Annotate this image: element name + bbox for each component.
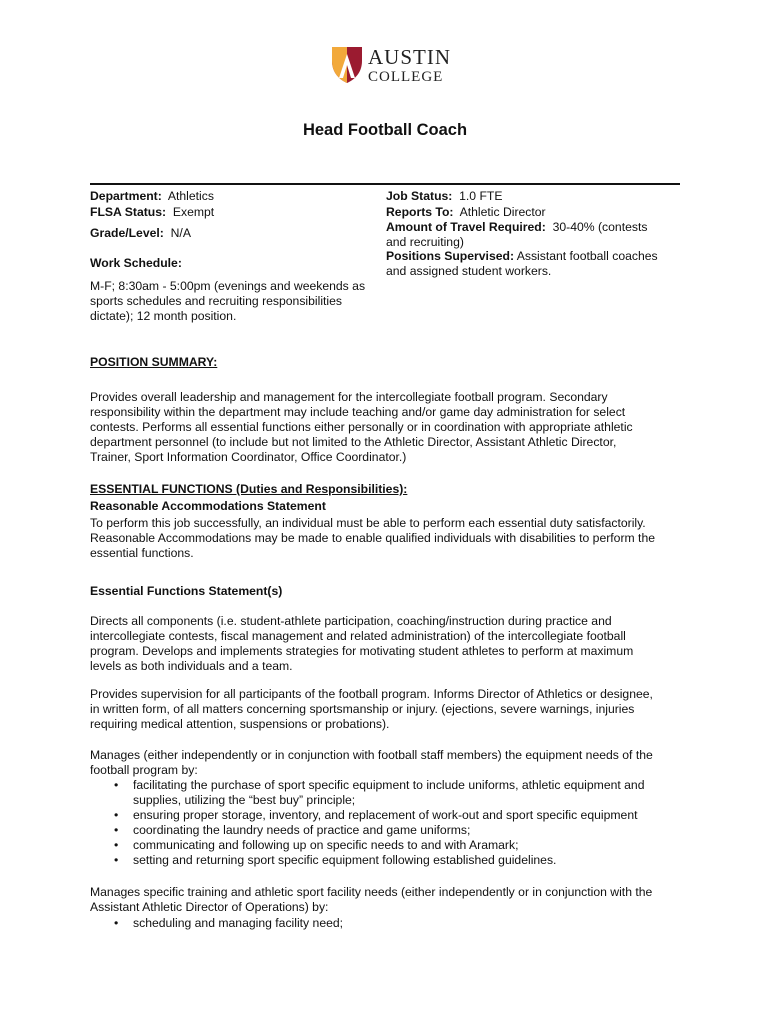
positions-value: Assistant football coaches: [516, 249, 658, 263]
paragraph-facility: [90, 885, 652, 915]
grade-value: N/A: [170, 226, 191, 240]
reports-to-row: [386, 205, 546, 220]
logo-line-college: COLLEGE: [368, 69, 444, 85]
job-status-value: 1.0 FTE: [459, 189, 503, 203]
paragraph-line: intercollegiate contests, fiscal management and related administration) of the intercollegiate football: [90, 629, 626, 643]
accommodations-text: [90, 516, 655, 561]
accommodations-line: Reasonable Accommodations may be made to enable qualified individuals with disabilities to perform the: [90, 531, 656, 545]
paragraph-line: football program by:: [90, 763, 198, 777]
paragraph-equipment: [90, 748, 653, 778]
positions-label: Positions Supervised:: [386, 249, 514, 263]
department-value: Athletics: [167, 189, 214, 203]
list-item: [114, 778, 645, 808]
functions-statement-heading: Essential Functions Statement(s): [90, 584, 283, 598]
position-summary-text: [90, 390, 633, 465]
list-item: • communicating and following up on specific needs to and with Aramark;: [114, 838, 645, 853]
facility-bullet-list: [114, 916, 343, 931]
travel-row: [386, 220, 647, 235]
flsa-value: Exempt: [172, 205, 215, 219]
austin-college-logo: [330, 43, 460, 88]
paragraph-line: Directs all components (i.e. student-athlete participation, coaching/instruction during practice and: [90, 614, 612, 628]
paragraph-line: in written form, of all matters concerning sportsmanship or injury. (ejections, severe warnings, injuries: [90, 702, 635, 716]
list-item: • scheduling and managing facility need;: [114, 916, 343, 931]
job-status-row: [386, 189, 503, 204]
schedule-line: sports schedules and recruiting responsibilities: [90, 294, 343, 308]
austin-college-shield-icon: [330, 45, 364, 85]
accommodations-heading: Reasonable Accommodations Statement: [90, 499, 326, 513]
job-status-label: Job Status:: [386, 189, 453, 203]
travel-value: 30-40% (contests: [552, 220, 648, 234]
department-label: Department:: [90, 189, 162, 203]
grade-label: Grade/Level:: [90, 226, 164, 240]
reports-to-label: Reports To:: [386, 205, 454, 219]
paragraph-line: levels as both individuals and a team.: [90, 659, 293, 673]
travel-value-cont: and recruiting): [386, 235, 464, 249]
accommodations-line: essential functions.: [90, 546, 194, 560]
flsa-row: [90, 205, 214, 220]
list-item-text: supplies, utilizing the “best buy” principle;: [133, 793, 356, 807]
summary-line: contests. Performs all essential functions either personally or in coordination with appropriate athletic: [90, 420, 633, 434]
paragraph-directs: [90, 614, 633, 674]
equipment-bullet-list: [114, 778, 645, 868]
schedule-label: Work Schedule:: [90, 256, 182, 270]
list-item-text: facilitating the purchase of sport specific equipment to include uniforms, athletic equipment and: [133, 778, 645, 792]
schedule-text: [90, 279, 365, 324]
schedule-line: M-F; 8:30am - 5:00pm (evenings and weekends as: [90, 279, 366, 293]
header-divider: [90, 183, 680, 185]
page-title: Head Football Coach: [302, 121, 468, 139]
summary-line: Provides overall leadership and management for the intercollegiate football program. Secondary: [90, 390, 608, 404]
flsa-label: FLSA Status:: [90, 205, 167, 219]
paragraph-line: requiring medical attention, suspensions or probations).: [90, 717, 390, 731]
paragraph-supervision: [90, 687, 653, 732]
list-item: • coordinating the laundry needs of practice and game uniforms;: [114, 823, 645, 838]
paragraph-line: program. Develops and implements strategies for motivating student athletes to perform at maximum: [90, 644, 634, 658]
grade-row: [90, 226, 191, 241]
paragraph-line: Assistant Athletic Director of Operations) by:: [90, 900, 329, 914]
summary-line: department personnel (to include but not limited to the Athletic Director, Assistant Athletic Director,: [90, 435, 617, 449]
summary-line: responsibility within the department may include teaching and/or game day administration for select: [90, 405, 626, 419]
accommodations-line: To perform this job successfully, an individual must be able to perform each essential duty satisfactorily.: [90, 516, 646, 530]
list-item: • setting and returning sport specific equipment following established guidelines.: [114, 853, 645, 868]
positions-row: [386, 249, 658, 264]
department-row: [90, 189, 214, 204]
logo-wordmark: [368, 47, 451, 85]
logo-line-austin: AUSTIN: [368, 45, 451, 69]
list-item: • ensuring proper storage, inventory, and replacement of work-out and sport specific equipment: [114, 808, 645, 823]
schedule-line: dictate); 12 month position.: [90, 309, 237, 323]
positions-value-cont: and assigned student workers.: [386, 264, 552, 278]
paragraph-line: Provides supervision for all participants of the football program. Informs Director of Athletics or designee,: [90, 687, 653, 701]
essential-functions-heading: ESSENTIAL FUNCTIONS (Duties and Responsibilities):: [90, 482, 408, 496]
summary-line: Trainer, Sport Information Coordinator, Office Coordinator.): [90, 450, 407, 464]
paragraph-line: Manages specific training and athletic sport facility needs (either independently or in conjunction with the: [90, 885, 653, 899]
position-summary-heading: POSITION SUMMARY:: [90, 355, 218, 369]
paragraph-line: Manages (either independently or in conjunction with football staff members) the equipment needs of the: [90, 748, 653, 762]
travel-label: Amount of Travel Required:: [386, 220, 546, 234]
reports-to-value: Athletic Director: [459, 205, 546, 219]
